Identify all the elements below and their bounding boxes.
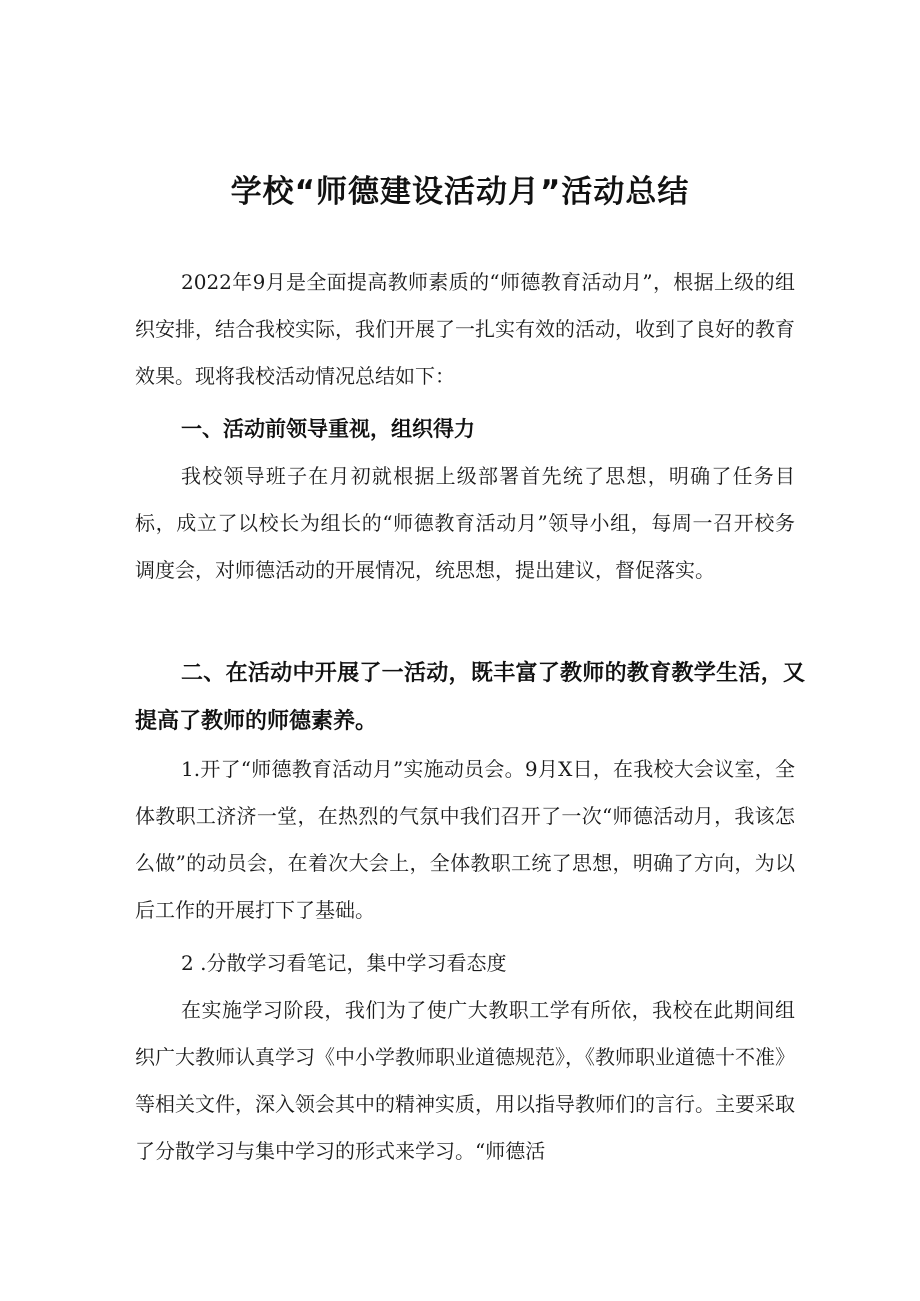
document-title: 学校“师德建设活动月”活动总结: [230, 174, 690, 210]
section2-item2-heading: 2 .分散学习看笔记，集中学习看态度: [181, 951, 507, 975]
section2-heading: 二、在活动中开展了一活动，既丰富了教师的教育教学生活，又提高了教师的师德素养。: [135, 661, 805, 734]
section1-paragraph: 我校领导班子在月初就根据上级部署首先统了思想，明确了任务目标，成立了以校长为组长的“师德教育活动月”领导小组，每周一召开校务调度会，对师德活动的开展情况，统思想，提出建议，督促落实。: [135, 464, 795, 582]
intro-paragraph: 2022年9月是全面提高教师素质的“师德教育活动月”，根据上级的组织安排，结合我校实际，我们开展了一扎实有效的活动，收到了良好的教育效果。现将我校活动情况总结如下：: [135, 270, 795, 388]
section2-item1-paragraph: 1.开了“师德教育活动月”实施动员会。9月X日，在我校大会议室，全体教职工济济一堂，在热烈的气氛中我们召开了一次“师德活动月，我该怎么做”的动员会，在着次大会上，全体教职工统了思想，明确了方向，为以后工作的开展打下了基础。: [135, 757, 795, 922]
section2-item2-paragraph: 在实施学习阶段，我们为了使广大教职工学有所依，我校在此期间组织广大教师认真学习《中小学教师职业道德规范》，《教师职业道德十不准》等相关文件，深入领会其中的精神实质，用以指导教师们的言行。主要采取了分散学习与集中学习的形式来学习。“师德活: [135, 998, 795, 1163]
section1-heading: 一、活动前领导重视，组织得力: [181, 417, 475, 441]
